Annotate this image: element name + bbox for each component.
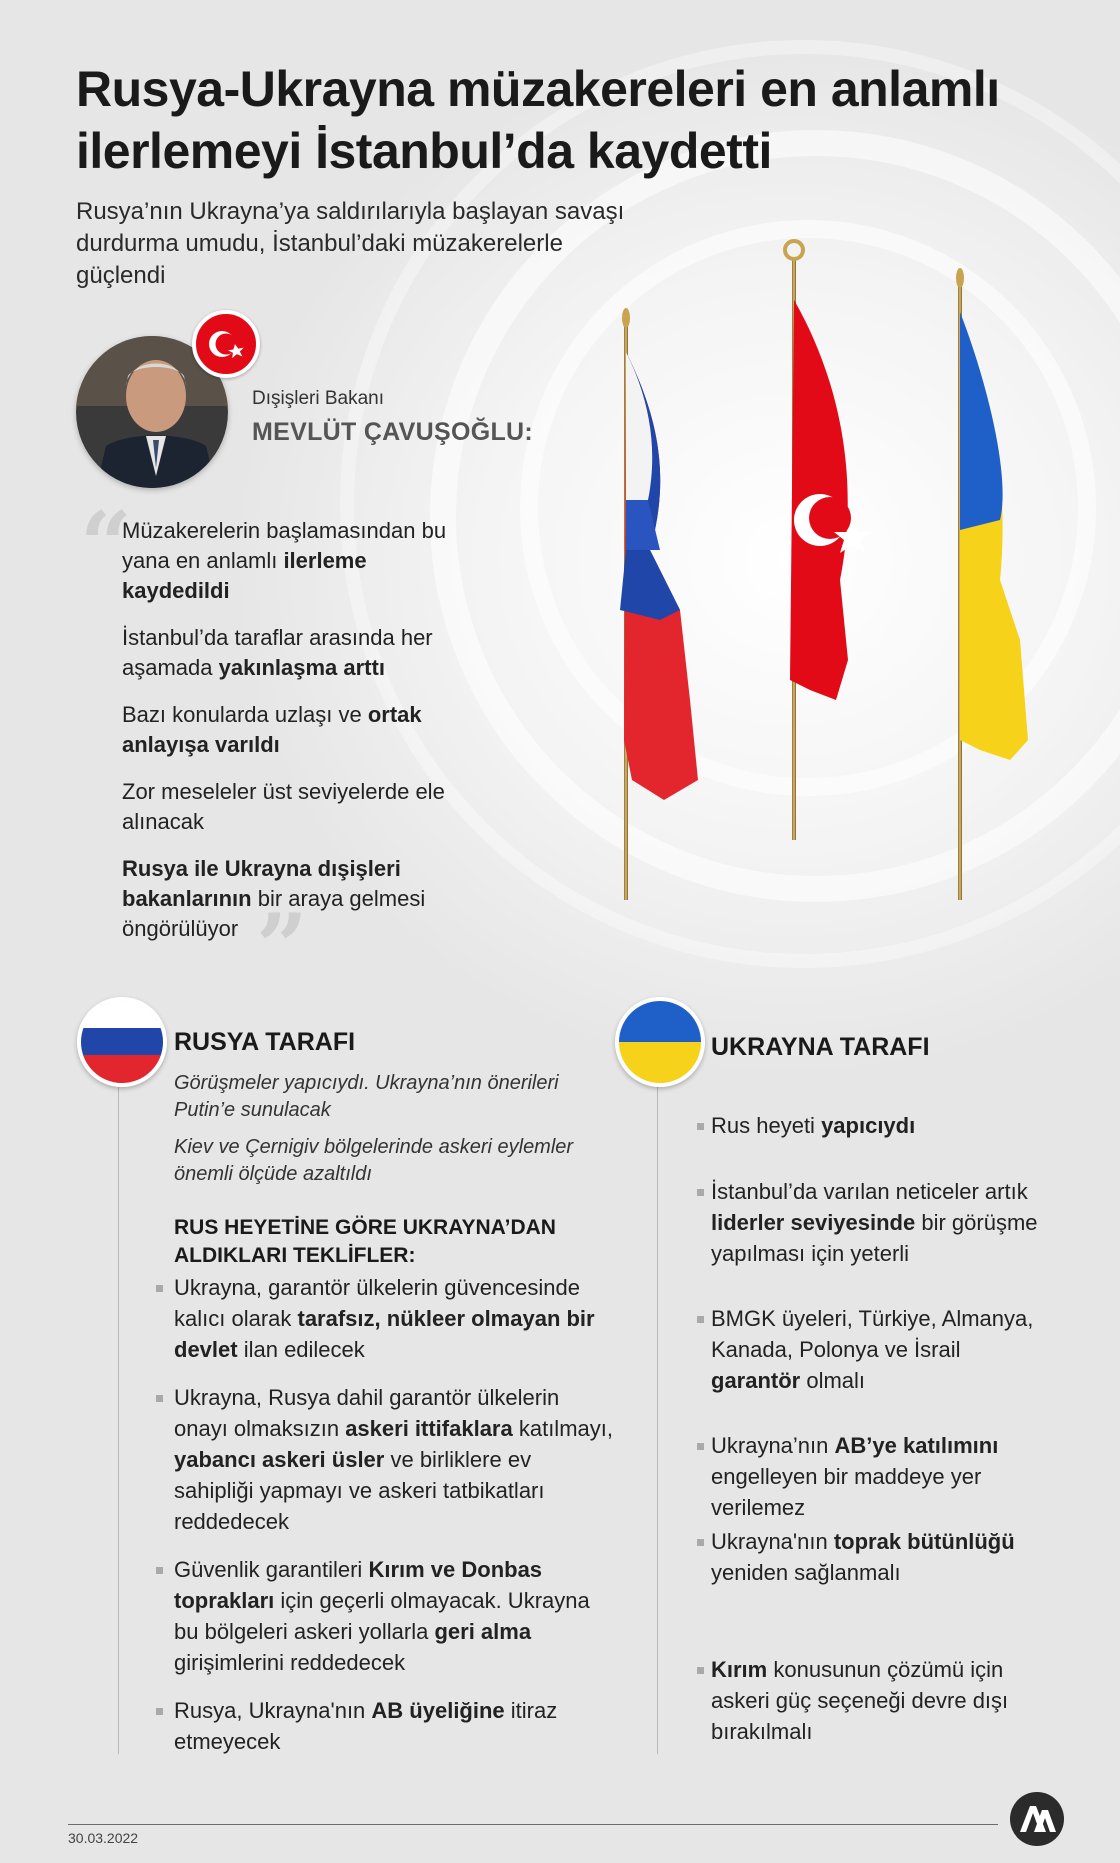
russia-timeline-line: [118, 1040, 119, 1754]
open-quote-icon: “: [80, 492, 132, 598]
ukraine-statement-item: BMGK üyeleri, Türkiye, Almanya, Kanada, Polonya ve İsrail garantör olmalı: [711, 1303, 1041, 1396]
footer-divider: [68, 1824, 998, 1825]
quote-item: Zor meseleler üst seviyelerde ele alınacak: [122, 779, 445, 834]
ukraine-heading: UKRAYNA TARAFI: [711, 1033, 930, 1061]
russia-offer-list: [174, 1272, 614, 1774]
three-flags-illustration: [540, 220, 1060, 910]
ukraine-statement-item: Rus heyeti yapıcıydı: [711, 1110, 1041, 1141]
russia-heading: RUSYA TARAFI: [174, 1028, 356, 1056]
russia-offer-item: Ukrayna, Rusya dahil garantör ülkelerin onayı olmaksızın askeri ittifaklara katılmayı, yabancı askeri üsler ve birliklere ev sahipliği yapmayı ve askeri tatbikatları reddedecek: [174, 1382, 614, 1537]
quote-item: Bazı konularda uzlaşı ve ortak anlayışa varıldı: [122, 702, 422, 757]
bullet-icon: [697, 1667, 704, 1674]
russia-offer-item: Ukrayna, garantör ülkelerin güvencesinde kalıcı olarak tarafsız, nükleer olmayan bir devlet ilan edilecek: [174, 1272, 614, 1365]
russia-flag-badge: [77, 997, 167, 1087]
ukraine-statement-item: İstanbul’da varılan neticeler artık liderler seviyesinde bir görüşme yapılması için yeterli: [711, 1176, 1041, 1269]
bullet-icon: [697, 1316, 704, 1323]
russia-statement: Kiev ve Çernigiv bölgelerinde askeri eylemler önemli ölçüde azaltıldı: [174, 1136, 574, 1185]
quote-item: İstanbul’da taraflar arasında her aşamada yakınlaşma arttı: [122, 625, 433, 680]
russia-subheading: RUS HEYETİNE GÖRE UKRAYNA’DAN ALDIKLARI TEKLİFLER:: [174, 1216, 556, 1267]
ukraine-statement-item: Ukrayna'nın toprak bütünlüğü yeniden sağlanmalı: [711, 1526, 1041, 1588]
aa-logo: [1008, 1790, 1066, 1848]
ukraine-flag: [956, 268, 1028, 900]
publish-date: 30.03.2022: [68, 1830, 139, 1846]
bullet-icon: [697, 1123, 704, 1130]
russia-flag: [620, 308, 698, 900]
russia-statement: Görüşmeler yapıcıydı. Ukrayna’nın önerileri Putin’e sunulacak: [174, 1072, 559, 1121]
bullet-icon: [156, 1708, 163, 1715]
ukraine-statement-item: Ukrayna’nın AB’ye katılımını engelleyen bir maddeye yer verilemez: [711, 1430, 1041, 1523]
ukraine-flag-badge: [615, 997, 705, 1087]
russia-offer-item: Güvenlik garantileri Kırım ve Donbas toprakları için geçerli olmayacak. Ukrayna bu bölgeleri askeri yollarla geri alma girişimlerini reddedecek: [174, 1554, 614, 1678]
bullet-icon: [697, 1189, 704, 1196]
bullet-icon: [697, 1539, 704, 1546]
russia-statements: [174, 1070, 594, 1198]
minister-title: Dışişleri Bakanı: [252, 388, 384, 409]
russia-offer-item: Rusya, Ukrayna'nın AB üyeliğine itiraz etmeyecek: [174, 1695, 614, 1757]
bullet-icon: [156, 1395, 163, 1402]
minister-name: MEVLÜT ÇAVUŞOĞLU:: [252, 418, 534, 446]
quote-item: Müzakerelerin başlamasından bu yana en anlamlı ilerleme kaydedildi: [122, 518, 447, 603]
subtitle: Rusya’nın Ukrayna’ya saldırılarıyla başlayan savaşı durdurma umudu, İstanbul’daki müzakerelerle güçlendi: [76, 198, 625, 289]
bullet-icon: [156, 1285, 163, 1292]
ukraine-timeline-line: [657, 1040, 658, 1754]
bullet-icon: [697, 1443, 704, 1450]
turkey-flag-badge: [192, 310, 260, 378]
page-title: Rusya-Ukrayna müzakereleri en anlamlı ilerlemeyi İstanbul’da kaydetti: [76, 61, 1000, 179]
turkey-flag: [785, 241, 871, 840]
quote-item: Rusya ile Ukrayna dışişleri bakanlarının bir araya gelmesi öngörülüyor: [122, 856, 426, 941]
bullet-icon: [156, 1567, 163, 1574]
close-quote-icon: ”: [256, 894, 308, 1000]
ukraine-statement-item: Kırım konusunun çözümü için askeri güç seçeneği devre dışı bırakılmalı: [711, 1654, 1041, 1747]
